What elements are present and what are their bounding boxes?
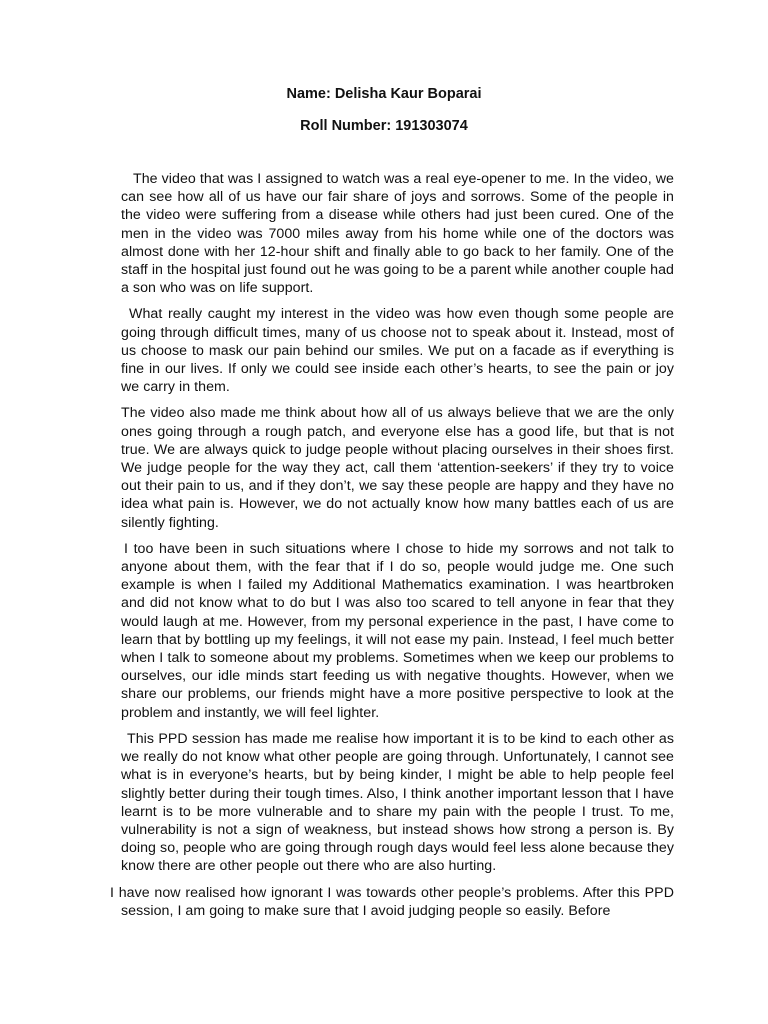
essay-paragraph-3: The video also made me think about how all of us always believe that we are the only ones going through a rough patch, and everyone else has a good life, but that is not true. We are always quick to judge people without placing ourselves in their shoes first. We judge people for the way they act, call them ‘attention-seekers’ if they try to voice out their pain to us, and if they don’t, we say these people are happy and they have no idea what pain is. However, we do not actually know how many battles each of us are silently fighting.	[121, 405, 674, 531]
essay-paragraph-5: This PPD session has made me realise how important it is to be kind to each other as we really do not know what other people are going through. Unfortunately, I cannot see what is in everyone’s hearts, but by being kinder, I might be able to help people feel slightly better during their tough times. Also, I think another important lesson that I have learnt is to be more vulnerable and to share my pain with the people I trust. To me, vulnerability is not a sign of weakness, but instead shows how strong a person is. By doing so, people who are going through rough days would feel less alone because they know there are other people out there who are also hurting.	[121, 730, 674, 875]
roll-number-heading: Roll Number: 191303074	[300, 118, 468, 134]
essay-paragraph-4: I too have been in such situations where I chose to hide my sorrows and not talk to anyone about them, with the fear that if I do so, people would judge me. One such example is when I failed my Additional Mathematics examination. I was heartbroken and did not know what to do but I was also too scared to tell anyone in fear that they would laugh at me. However, from my personal experience in the past, I have come to learn that by bottling up my feelings, it will not ease my pain. Instead, I feel much better when I talk to someone about my problems. Sometimes when we keep our problems to ourselves, our idle minds start feeding us with negative thoughts. However, when we share our problems, our friends might have a more positive perspective to look at the problem and instantly, we will feel lighter.	[121, 540, 674, 721]
essay-paragraph-6: I have now realised how ignorant I was towards other people’s problems. After this PPD session, I am going to make sure that I avoid judging people so easily. Before	[110, 884, 674, 919]
essay-paragraph-1: The video that was I assigned to watch was a real eye-opener to me. In the video, we can see how all of us have our fair share of joys and sorrows. Some of the people in the video were suffering from a disease while others had just been cured. One of the men in the video was 7000 miles away from his home while one of the doctors was almost done with her 12-hour shift and finally able to go back to her family. One of the staff in the hospital just found out he was going to be a parent while another couple had a son who was on life support.	[121, 171, 674, 297]
essay-body	[110, 170, 674, 928]
author-name-heading: Name: Delisha Kaur Boparai	[286, 86, 482, 102]
essay-paragraph-2: What really caught my interest in the video was how even though some people are going through difficult times, many of us choose not to speak about it. Instead, most of us choose to mask our pain behind our smiles. We put on a facade as if everything is fine in our lives. If only we could see inside each other’s hearts, to see the pain or joy we carry in them.	[121, 306, 674, 396]
